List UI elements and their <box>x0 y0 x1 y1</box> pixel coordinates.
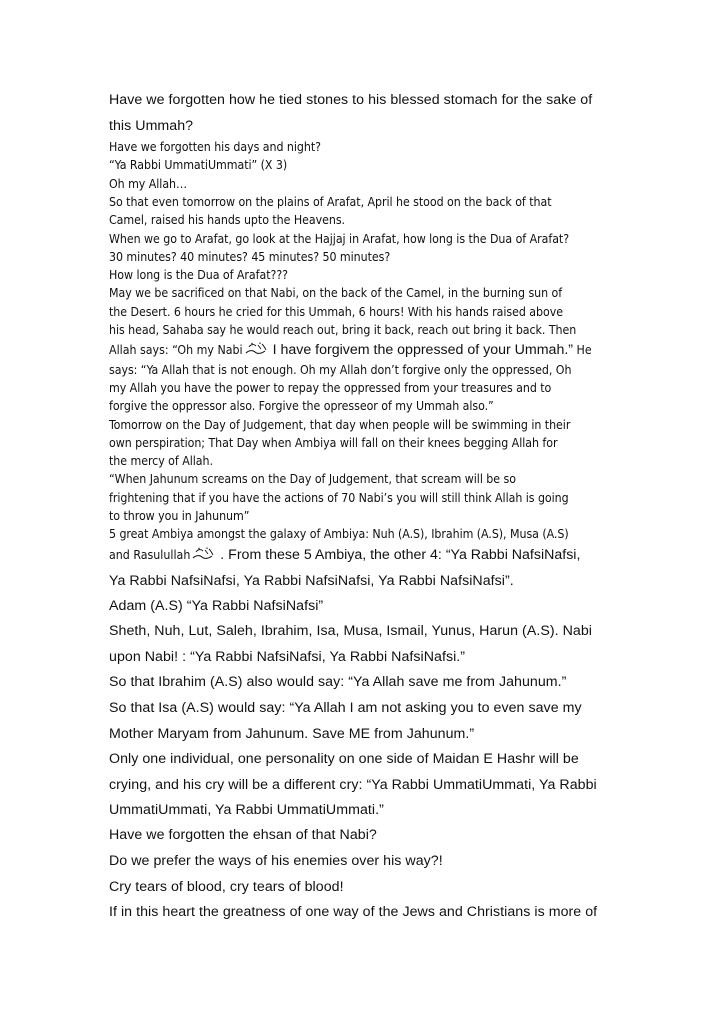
text-line: If in this heart the greatness of one way of the Jews and Christians is more of <box>109 904 598 920</box>
text-line: his head, Sahaba say he would reach out, bring it back, reach out bring it back. Then <box>109 323 577 337</box>
text-segment: He <box>573 343 592 357</box>
text-line: So that even tomorrow on the plains of Arafat, April he stood on the back of that <box>109 195 552 209</box>
text-line: Ya Rabbi NafsiNafsi, Ya Rabbi NafsiNafsi, Ya Rabbi NafsiNafsi”. <box>109 573 514 589</box>
text-line: frightening that if you have the actions of 70 Nabi’s you will still think Allah is going <box>109 491 569 505</box>
text-line: So that Ibrahim (A.S) also would say: “Ya Allah save me from Jahunum.” <box>109 674 567 690</box>
text-line: UmmatiUmmati, Ya Rabbi UmmatiUmmati.” <box>109 802 384 818</box>
text-line-mixed <box>109 341 592 359</box>
text-line: Have we forgotten the ehsan of that Nabi? <box>109 827 377 843</box>
text-segment: I have forgivem the oppressed of your Ummah.” <box>268 342 574 358</box>
text-line: Have we forgotten his days and night? <box>109 140 321 154</box>
text-line: “When Jahunum screams on the Day of Judgement, that scream will be so <box>109 472 516 486</box>
text-line: How long is the Dua of Arafat??? <box>109 268 288 282</box>
text-line: Sheth, Nuh, Lut, Saleh, Ibrahim, Isa, Musa, Ismail, Yunus, Harun (A.S). Nabi <box>109 623 592 639</box>
text-segment: and Rasulullah <box>109 548 191 562</box>
text-line: this Ummah? <box>109 118 194 134</box>
text-line: Cry tears of blood, cry tears of blood! <box>109 879 344 895</box>
text-line: Only one individual, one personality on one side of Maidan E Hashr will be <box>109 751 579 767</box>
text-segment: . From these 5 Ambiya, the other 4: “Ya Rabbi NafsiNafsi, <box>216 547 581 563</box>
salawat-glyph-icon <box>190 546 216 561</box>
text-line: May we be sacrificed on that Nabi, on the back of the Camel, in the burning sun of <box>109 286 563 300</box>
text-line: Tomorrow on the Day of Judgement, that day when people will be swimming in their <box>109 418 571 432</box>
text-line: Oh my Allah… <box>109 177 188 191</box>
text-line: own perspiration; That Day when Ambiya will fall on their knees begging Allah for <box>109 436 558 450</box>
text-line: upon Nabi! : “Ya Rabbi NafsiNafsi, Ya Rabbi NafsiNafsi.” <box>109 649 466 665</box>
text-line: says: “Ya Allah that is not enough. Oh my Allah don’t forgive only the oppressed, Oh <box>109 363 572 377</box>
text-line: Camel, raised his hands upto the Heavens. <box>109 213 345 227</box>
text-line: my Allah you have the power to repay the oppressed from your treasures and to <box>109 381 552 395</box>
text-line: to throw you in Jahunum” <box>109 509 250 523</box>
text-line: Mother Maryam from Jahunum. Save ME from Jahunum.” <box>109 726 475 742</box>
text-line-mixed <box>109 546 580 564</box>
text-line: 5 great Ambiya amongst the galaxy of Ambiya: Nuh (A.S), Ibrahim (A.S), Musa (A.S) <box>109 527 569 541</box>
salawat-glyph-icon <box>243 341 269 356</box>
text-line: forgive the oppressor also. Forgive the opresseor of my Ummah also.” <box>109 399 494 413</box>
text-line: Adam (A.S) “Ya Rabbi NafsiNafsi” <box>109 598 324 614</box>
text-line: Do we prefer the ways of his enemies over his way?! <box>109 853 443 869</box>
text-line: crying, and his cry will be a different cry: “Ya Rabbi UmmatiUmmati, Ya Rabbi <box>109 777 597 793</box>
text-line: “Ya Rabbi UmmatiUmmati” (X 3) <box>109 158 288 172</box>
text-segment: Allah says: “Oh my Nabi <box>109 343 243 357</box>
text-line: Have we forgotten how he tied stones to his blessed stomach for the sake of <box>109 92 593 108</box>
text-line: So that Isa (A.S) would say: “Ya Allah I am not asking you to even save my <box>109 700 582 716</box>
text-line: the mercy of Allah. <box>109 454 213 468</box>
text-line: 30 minutes? 40 minutes? 45 minutes? 50 minutes? <box>109 250 391 264</box>
text-line: When we go to Arafat, go look at the Hajjaj in Arafat, how long is the Dua of Arafat? <box>109 232 570 246</box>
text-line: the Desert. 6 hours he cried for this Ummah, 6 hours! With his hands raised above <box>109 305 563 319</box>
